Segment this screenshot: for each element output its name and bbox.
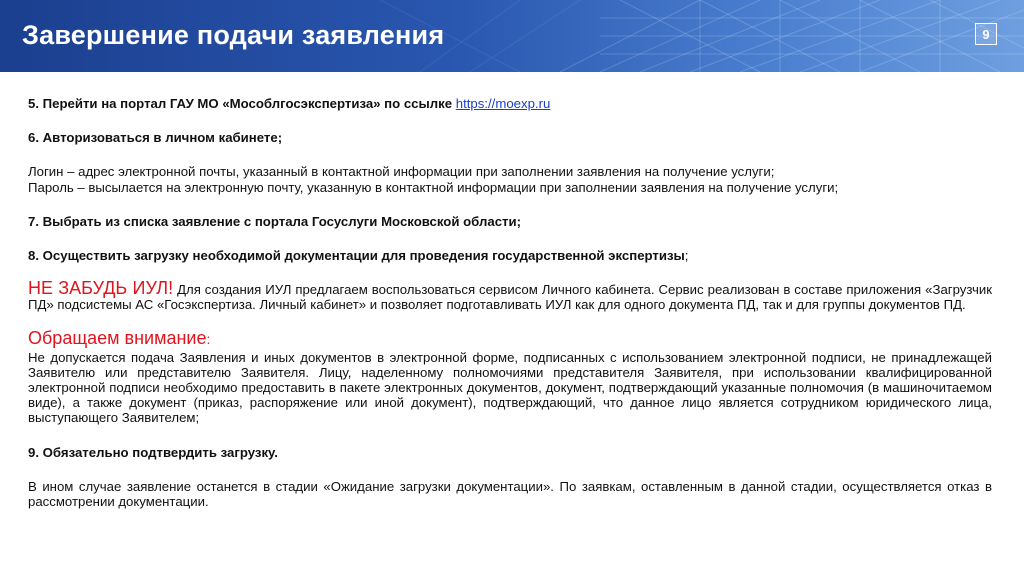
page-number-badge: 9 [975,23,997,45]
step-8 [28,248,992,263]
content-body [28,96,992,509]
password-info: Пароль – высылается на электронную почту, указанную в контактной информации при заполнении заявления на получение услуги; [28,179,839,195]
step-6: 6. Авторизоваться в личном кабинете; [28,130,283,146]
final-note: В ином случае заявление останется в стадии «Ожидание загрузки документации». По заявкам, оставленным в данной стадии, осуществляется отказ в рассмотрении документации. [28,478,992,510]
portal-link[interactable]: https://moexp.ru [455,96,551,111]
step-8-text: 8. Осуществить загрузку необходимой документации для проведения государственной экспертизы [28,248,685,264]
step-5-text: 5. Перейти на портал ГАУ МО «Мособлгосэкспертиза» по ссылке [28,96,456,111]
attention-heading-text: Обращаем внимание [28,327,207,348]
step-7: 7. Выбрать из списка заявление с портала Госуслуги Московской области; [28,213,521,229]
iul-reminder-text: Для создания ИУЛ предлагаем воспользоваться сервисом Личного кабинета. Сервис реализован в составе приложения «Загрузчик ПД» подсистемы АС «Госэкспертиза. Личный кабинет» и позволяет подготавливать ИУЛ как для одного документа ПД, так и для группы документов ПД. [28,282,992,313]
login-info: Логин – адрес электронной почты, указанный в контактной информации при заполнении заявления на получение услуги; [28,164,775,180]
iul-reminder [28,278,992,313]
page-title: Завершение подачи заявления [22,20,445,50]
step-8-end: ; [684,248,689,264]
attention-colon: : [206,330,211,347]
step-9: 9. Обязательно подтвердить загрузку. [28,444,278,460]
iul-reminder-label: НЕ ЗАБУДЬ ИУЛ! [28,278,174,299]
attention-text: Не допускается подача Заявления и иных документов в электронной форме, подписанных с использованием электронной подписи, не принадлежащей Заявителю или представителю Заявителя. Лицу, наделенному полномочиями представителя Заявителя, при использовании квалифицированной электронной подписи необходимо предоставить в пакете электронных документов, документ, подтверждающий указанные полномочия (в машиночитаемом виде), а также документ (приказ, распоряжение или иной документ), подтверждающий, что данное лицо является сотрудником юридического лица, выступающего Заявителем; [28,349,992,426]
header-banner [0,0,1024,72]
step-5 [28,96,992,111]
attention-heading [28,327,992,350]
